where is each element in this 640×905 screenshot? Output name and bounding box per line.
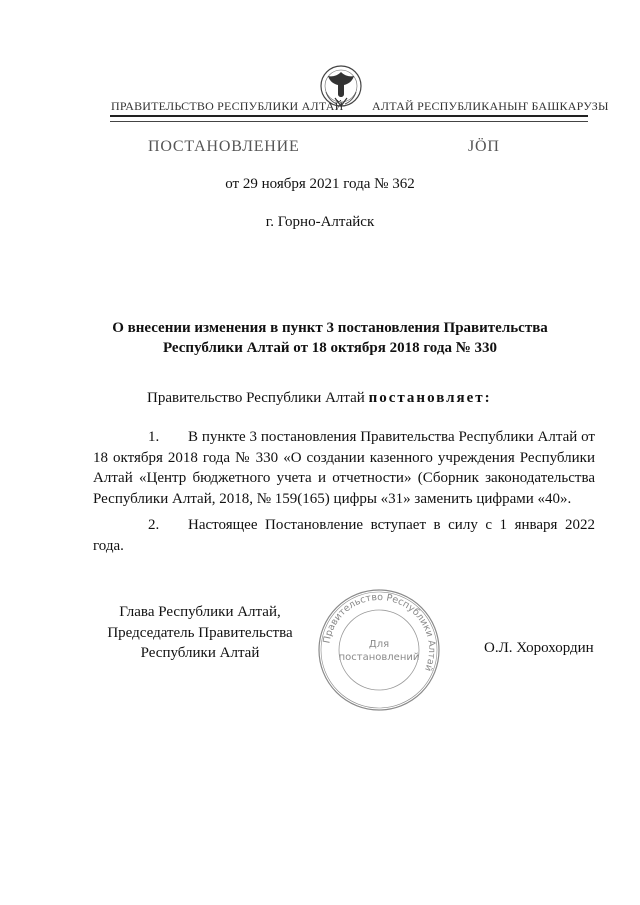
- header-rule-thick: [110, 115, 588, 117]
- item-1-number: 1.: [148, 429, 160, 445]
- document-city: г. Горно-Алтайск: [265, 214, 375, 230]
- preamble-text: Правительство Республики Алтай: [147, 390, 369, 406]
- org-name-russian: ПРАВИТЕЛЬСТВО РЕСПУБЛИКИ АЛТАЙ: [111, 99, 344, 113]
- signatory-title-line-3: Республики Алтай: [140, 645, 260, 661]
- item-2-text: Настоящее Постановление вступает в силу с 1 января 2022 года.: [93, 517, 595, 554]
- stamp-ring-text: Правительство Республики Алтай: [321, 591, 438, 673]
- document-date-number: от 29 ноября 2021 года № 362: [225, 176, 415, 192]
- paragraph-item-2: [93, 515, 595, 556]
- stamp-center-line-2: постановлений: [338, 652, 420, 663]
- doc-type-russian: ПОСТАНОВЛЕНИЕ: [148, 138, 300, 155]
- org-name-altai: АЛТАЙ РЕСПУБЛИКАНЫҤ БАШКАРУЗЫ: [372, 99, 609, 113]
- signatory-title: [100, 602, 300, 664]
- document-title: [80, 318, 580, 358]
- preamble-action: постановляет:: [368, 390, 492, 406]
- signatory-title-line-2: Председатель Правительства: [107, 624, 293, 641]
- signatory-title-line-1: Глава Республики Алтай,: [119, 604, 281, 620]
- header-rule-thin: [110, 121, 588, 122]
- item-1-text: В пункте 3 постановления Правительства Республики Алтай от 18 октября 2018 года № 330 «О создании казенного учреждения Республики Алтай «Центр бюджетного учета и отчетности» (Сборник законодательства Республики Алтай, 2018, № 159(165) цифры «31» заменить цифрами «40».: [93, 429, 595, 507]
- title-line-2: Республики Алтай от 18 октября 2018 года № 330: [162, 340, 498, 356]
- official-stamp-icon: [314, 585, 444, 715]
- paragraph-item-1: [93, 427, 595, 509]
- stamp-center-line-1: Для: [368, 639, 390, 650]
- title-line-1: О внесении изменения в пункт 3 постановления Правительства: [112, 320, 548, 336]
- item-2-number: 2.: [148, 517, 160, 533]
- signatory-name: О.Л. Хорохордин: [484, 640, 594, 656]
- preamble: [147, 390, 492, 407]
- doc-type-altai: JÖП: [468, 138, 500, 155]
